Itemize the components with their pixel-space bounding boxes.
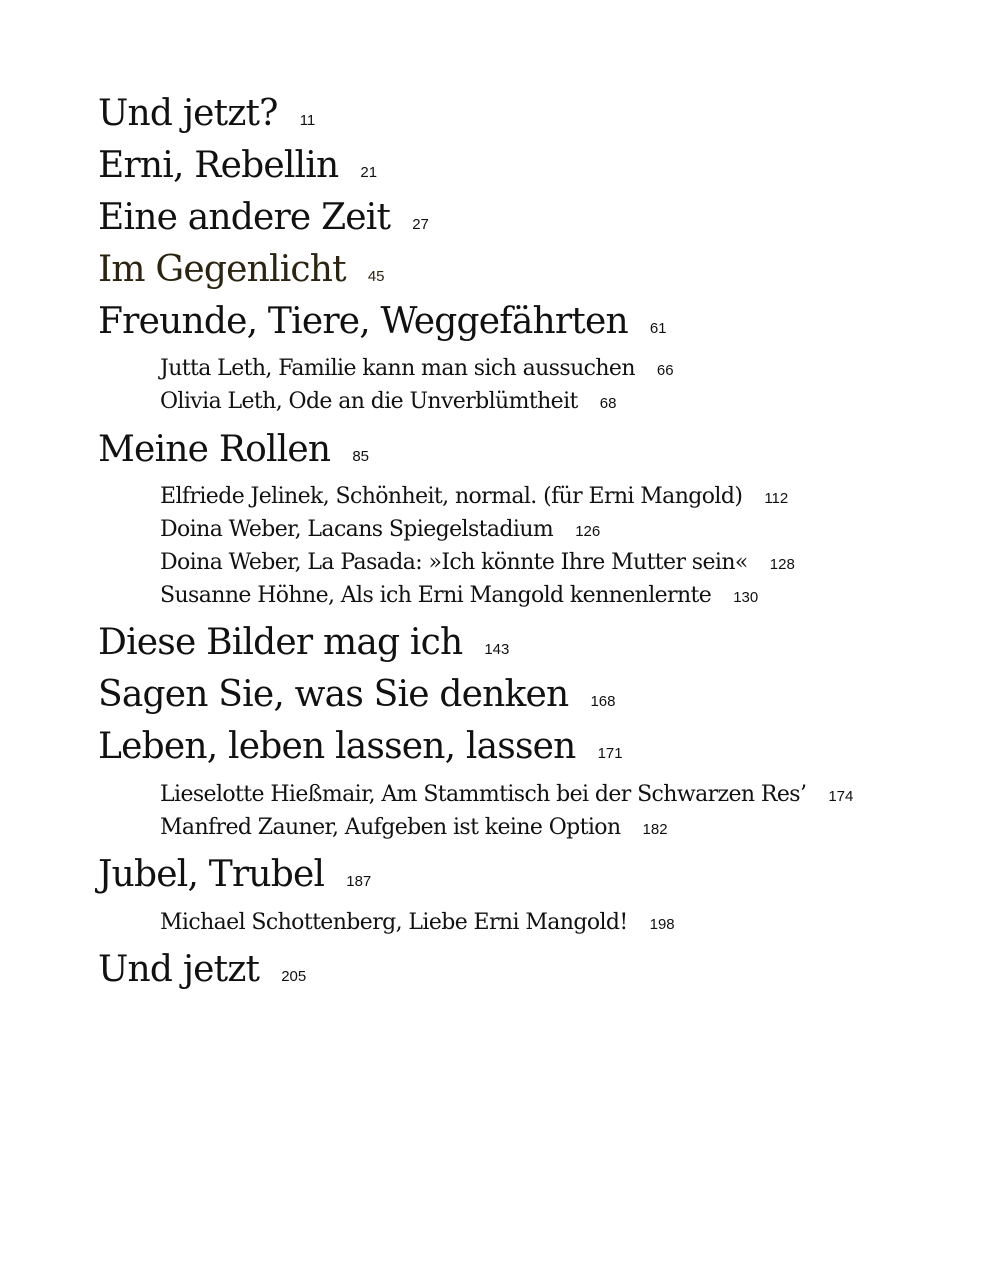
contribution-title: Lieselotte Hießmair, Am Stammtisch bei der Schwarzen Res’ <box>160 782 807 807</box>
page-number: 187 <box>346 873 372 890</box>
page-number: 174 <box>828 788 854 805</box>
page-number: 168 <box>590 693 616 710</box>
toc-contribution <box>160 817 668 839</box>
page-number: 130 <box>733 589 759 606</box>
toc-chapter <box>98 854 372 895</box>
chapter-title: Freunde, Tiere, Weggefährten <box>98 301 628 342</box>
chapter-title: Jubel, Trubel <box>98 854 325 895</box>
page-number: 143 <box>484 641 510 658</box>
chapter-title: Diese Bilder mag ich <box>98 622 463 663</box>
page-number: 66 <box>656 362 674 379</box>
chapter-title: Im Gegenlicht <box>98 249 346 290</box>
toc-chapter <box>98 622 510 663</box>
toc-contribution <box>160 358 674 380</box>
chapter-title: Leben, leben lassen, lassen <box>98 726 576 767</box>
toc-chapter <box>98 197 429 238</box>
contribution-title: Doina Weber, La Pasada: »Ich könnte Ihre Mutter sein« <box>160 550 748 575</box>
contribution-title: Elfriede Jelinek, Schönheit, normal. (für Erni Mangold) <box>160 484 743 509</box>
toc-contribution <box>160 585 758 607</box>
page-number: 128 <box>769 556 795 573</box>
toc-chapter <box>98 949 307 990</box>
toc-chapter <box>98 674 616 715</box>
contribution-title: Manfred Zauner, Aufgeben ist keine Option <box>160 815 621 840</box>
toc-contribution <box>160 784 853 806</box>
chapter-title: Meine Rollen <box>98 429 331 470</box>
toc-contribution <box>160 391 616 413</box>
page-number: 126 <box>575 523 601 540</box>
page-number: 21 <box>360 164 378 181</box>
toc-chapter <box>98 726 623 767</box>
page-number: 68 <box>599 395 617 412</box>
chapter-title: Erni, Rebellin <box>98 145 339 186</box>
page-number: 205 <box>281 968 307 985</box>
page-number: 182 <box>642 821 668 838</box>
page-number: 27 <box>412 216 429 233</box>
contribution-title: Doina Weber, Lacans Spiegelstadium <box>160 517 554 542</box>
toc-chapter <box>98 429 369 470</box>
toc-contribution <box>160 486 788 508</box>
toc-contribution <box>160 519 600 541</box>
page-number: 112 <box>764 490 789 507</box>
toc-chapter <box>98 145 378 186</box>
contribution-title: Jutta Leth, Familie kann man sich aussuchen <box>160 356 635 381</box>
chapter-title: Eine andere Zeit <box>98 197 391 238</box>
toc-contribution <box>160 912 675 934</box>
contribution-title: Olivia Leth, Ode an die Unverblümtheit <box>160 389 578 414</box>
page-number: 11 <box>299 112 316 129</box>
page-number: 45 <box>367 268 385 285</box>
contribution-title: Susanne Höhne, Als ich Erni Mangold kennenlernte <box>160 583 712 608</box>
toc-contribution <box>160 552 795 574</box>
page-number: 85 <box>352 448 369 465</box>
chapter-title: Und jetzt <box>98 949 260 990</box>
chapter-title: Sagen Sie, was Sie denken <box>98 674 569 715</box>
page-number: 61 <box>649 320 667 337</box>
contribution-title: Michael Schottenberg, Liebe Erni Mangold! <box>160 910 628 935</box>
toc-chapter <box>98 301 667 342</box>
page-number: 171 <box>597 745 623 762</box>
toc-chapter <box>98 249 385 290</box>
toc-chapter <box>98 93 316 134</box>
chapter-title: Und jetzt? <box>98 93 278 134</box>
page-number: 198 <box>649 916 675 933</box>
